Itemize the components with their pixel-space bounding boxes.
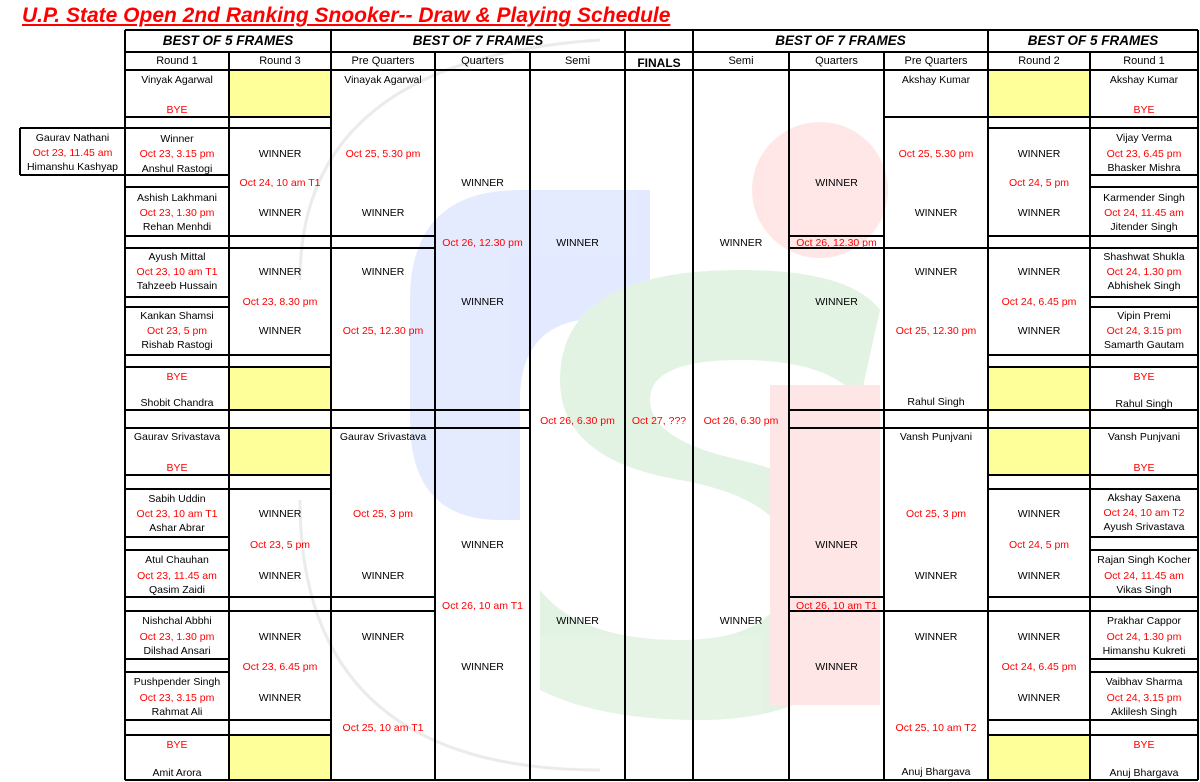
winner-label: Winner bbox=[160, 133, 194, 145]
winner-label: WINNER bbox=[556, 615, 599, 627]
header-best7-left: BEST OF 7 FRAMES bbox=[412, 33, 544, 48]
player-name: Kankan Shamsi bbox=[140, 310, 214, 322]
winner-label: WINNER bbox=[258, 508, 302, 520]
player-name: Vinayak Agarwal bbox=[344, 74, 422, 86]
winner-label: WINNER bbox=[258, 631, 302, 643]
player-name: Prakhar Cappor bbox=[1106, 615, 1182, 627]
match-time: Oct 25, 12.30 pm bbox=[342, 325, 424, 337]
player-name: Anuj Bhargava bbox=[901, 766, 971, 778]
player-name: Shobit Chandra bbox=[140, 397, 214, 409]
winner-label: WINNER bbox=[815, 661, 858, 673]
match-time: Oct 24, 6.45 pm bbox=[1001, 296, 1077, 308]
player-name: Samarth Gautam bbox=[1104, 339, 1184, 351]
player-name: Abhishek Singh bbox=[1107, 280, 1181, 292]
match-time: Oct 23, 5 pm bbox=[146, 325, 208, 337]
match-time: Oct 23, 10 am T1 bbox=[136, 266, 218, 278]
match-time: Oct 26, 10 am T1 bbox=[442, 600, 523, 612]
player-name: Karmender Singh bbox=[1103, 192, 1185, 204]
player-name: Rajan Singh Kocher bbox=[1097, 554, 1191, 566]
header-quarters-left: Quarters bbox=[461, 55, 504, 67]
winner-label: WINNER bbox=[461, 539, 504, 551]
winner-label: WINNER bbox=[719, 615, 763, 627]
match-time: Oct 25, 3 pm bbox=[352, 508, 414, 520]
winner-label: WINNER bbox=[361, 570, 405, 582]
match-time: Oct 23, 1.30 pm bbox=[139, 207, 215, 219]
match-time: Oct 23, 5 pm bbox=[249, 539, 311, 551]
match-time: Oct 23, 11.45 am bbox=[32, 147, 113, 159]
player-name: Ayush Srivastava bbox=[1103, 521, 1185, 533]
header-round2-right: Round 2 bbox=[1018, 55, 1060, 67]
player-name: Vaibhav Sharma bbox=[1105, 676, 1183, 688]
winner-label: WINNER bbox=[461, 661, 504, 673]
player-name: Vijay Verma bbox=[1116, 132, 1172, 144]
finals-time: Oct 27, ??? bbox=[631, 415, 687, 427]
winner-label: WINNER bbox=[461, 177, 504, 189]
winner-label: WINNER bbox=[258, 692, 302, 704]
match-time: Oct 24, 3.15 pm bbox=[1106, 692, 1182, 704]
winner-label: WINNER bbox=[361, 631, 405, 643]
match-time: Oct 23, 1.30 pm bbox=[139, 631, 215, 643]
player-name: Qasim Zaidi bbox=[148, 584, 205, 596]
bye-label: BYE bbox=[1133, 462, 1155, 474]
player-name: Dilshad Ansari bbox=[143, 645, 211, 657]
match-time: Oct 24, 6.45 pm bbox=[1001, 661, 1077, 673]
header-prequarters-right: Pre Quarters bbox=[904, 55, 968, 67]
match-time: Oct 26, 12.30 pm bbox=[796, 237, 877, 249]
match-time: Oct 24, 1.30 pm bbox=[1106, 631, 1182, 643]
winner-label: WINNER bbox=[1017, 631, 1061, 643]
header-semi-left: Semi bbox=[564, 55, 591, 67]
match-time: Oct 24, 10 am T2 bbox=[1103, 507, 1185, 519]
header-round3-left: Round 3 bbox=[259, 55, 301, 67]
player-name: Vikas Singh bbox=[1116, 584, 1172, 596]
match-time: Oct 24, 10 am T1 bbox=[239, 177, 321, 189]
match-time: Oct 26, 6.30 pm bbox=[540, 415, 615, 427]
player-name: Shashwat Shukla bbox=[1103, 251, 1185, 263]
player-name: Vansh Punjvani bbox=[899, 431, 973, 443]
winner-label: WINNER bbox=[1017, 207, 1061, 219]
match-time: Oct 23, 3.15 pm bbox=[139, 692, 215, 704]
header-round1-right: Round 1 bbox=[1123, 55, 1165, 67]
match-time: Oct 25, 10 am T1 bbox=[342, 722, 424, 734]
header-best7-right: BEST OF 7 FRAMES bbox=[775, 33, 906, 48]
winner-label: WINNER bbox=[1017, 570, 1061, 582]
player-name: Akshay Kumar bbox=[1109, 74, 1179, 86]
winner-label: WINNER bbox=[556, 237, 599, 249]
winner-label: WINNER bbox=[914, 207, 958, 219]
player-name: Gaurav Srivastava bbox=[133, 431, 221, 443]
player-name: Vansh Punjvani bbox=[1107, 431, 1181, 443]
header-semi-right: Semi bbox=[728, 55, 754, 67]
player-name: Rehan Menhdi bbox=[142, 221, 212, 233]
player-name: Himanshu Kashyap bbox=[26, 161, 119, 173]
winner-label: WINNER bbox=[1017, 266, 1061, 278]
player-name: Rahmat Ali bbox=[151, 706, 203, 718]
winner-label: WINNER bbox=[258, 325, 302, 337]
winner-label: WINNER bbox=[815, 539, 858, 551]
match-time: Oct 23, 6.45 pm bbox=[242, 661, 318, 673]
player-name: Gaurav Srivastava bbox=[339, 431, 427, 443]
match-time: Oct 24, 3.15 pm bbox=[1106, 325, 1182, 337]
match-time: Oct 24, 11.45 am bbox=[1104, 570, 1184, 582]
player-name: Amit Arora bbox=[152, 767, 202, 779]
match-time: Oct 23, 10 am T1 bbox=[136, 508, 218, 520]
winner-label: WINNER bbox=[258, 266, 302, 278]
bye-label: BYE bbox=[166, 371, 188, 383]
player-name: Rahul Singh bbox=[907, 396, 965, 408]
page-title: U.P. State Open 2nd Ranking Snooker-- Draw & Playing Schedule bbox=[22, 4, 671, 27]
bye-label: BYE bbox=[1133, 104, 1155, 116]
match-time: Oct 26, 6.30 pm bbox=[703, 415, 779, 427]
header-finals: FINALS bbox=[637, 56, 681, 70]
player-name: Anuj Bhargava bbox=[1109, 767, 1179, 779]
player-name: Pushpender Singh bbox=[133, 676, 221, 688]
bye-label: BYE bbox=[166, 462, 188, 474]
player-name: Anshul Rastogi bbox=[141, 163, 213, 175]
player-name: Rahul Singh bbox=[1115, 398, 1173, 410]
winner-label: WINNER bbox=[719, 237, 763, 249]
winner-label: WINNER bbox=[258, 207, 302, 219]
winner-label: WINNER bbox=[1017, 148, 1061, 160]
winner-label: WINNER bbox=[361, 266, 405, 278]
player-name: Himanshu Kukreti bbox=[1102, 645, 1186, 657]
winner-label: WINNER bbox=[1017, 325, 1061, 337]
match-time: Oct 24, 11.45 am bbox=[1104, 207, 1184, 219]
match-time: Oct 23, 8.30 pm bbox=[242, 296, 318, 308]
match-time: Oct 25, 12.30 pm bbox=[895, 325, 977, 337]
player-name: Tahzeeb Hussain bbox=[136, 280, 218, 292]
winner-label: WINNER bbox=[1017, 692, 1061, 704]
match-time: Oct 23, 11.45 am bbox=[137, 570, 217, 582]
player-name: Ayush Mittal bbox=[148, 251, 206, 263]
match-time: Oct 24, 5 pm bbox=[1008, 177, 1070, 189]
player-name: Vinyak Agarwal bbox=[141, 74, 213, 86]
player-name: Aklilesh Singh bbox=[1111, 706, 1177, 718]
match-time: Oct 25, 10 am T2 bbox=[895, 722, 977, 734]
match-time: Oct 25, 3 pm bbox=[905, 508, 967, 520]
bye-label: BYE bbox=[1133, 371, 1155, 383]
player-name: Sabih Uddin bbox=[148, 493, 206, 505]
winner-label: WINNER bbox=[461, 296, 504, 308]
match-time: Oct 26, 10 am T1 bbox=[796, 600, 877, 612]
winner-label: WINNER bbox=[914, 631, 958, 643]
winner-label: WINNER bbox=[914, 266, 958, 278]
player-name: Jitender Singh bbox=[1110, 221, 1178, 233]
bye-label: BYE bbox=[166, 104, 188, 116]
header-best5-left: BEST OF 5 FRAMES bbox=[162, 33, 294, 48]
match-time: Oct 24, 5 pm bbox=[1008, 539, 1070, 551]
player-name: Ashar Abrar bbox=[149, 522, 205, 534]
winner-label: WINNER bbox=[258, 148, 302, 160]
player-name: Nishchal Abbhi bbox=[142, 615, 212, 627]
header-prequarters-left: Pre Quarters bbox=[351, 55, 415, 67]
match-time: Oct 23, 3.15 pm bbox=[139, 148, 215, 160]
player-name: Akshay Saxena bbox=[1107, 492, 1181, 504]
winner-label: WINNER bbox=[914, 570, 958, 582]
player-name: Ashish Lakhmani bbox=[137, 192, 217, 204]
winner-label: WINNER bbox=[258, 570, 302, 582]
player-name: Rishab Rastogi bbox=[141, 339, 213, 351]
bye-label: BYE bbox=[1133, 739, 1155, 751]
match-time: Oct 25, 5.30 pm bbox=[898, 148, 974, 160]
winner-label: WINNER bbox=[815, 177, 858, 189]
match-time: Oct 23, 6.45 pm bbox=[1106, 148, 1182, 160]
player-name: Vipin Premi bbox=[1117, 310, 1171, 322]
player-name: Akshay Kumar bbox=[901, 74, 971, 86]
winner-label: WINNER bbox=[361, 207, 405, 219]
bye-label: BYE bbox=[166, 739, 188, 751]
player-name: Bhasker Mishra bbox=[1107, 162, 1181, 174]
winner-label: WINNER bbox=[1017, 508, 1061, 520]
match-time: Oct 26, 12.30 pm bbox=[442, 237, 523, 249]
header-best5-right: BEST OF 5 FRAMES bbox=[1027, 33, 1159, 48]
winner-label: WINNER bbox=[815, 296, 858, 308]
header-quarters-right: Quarters bbox=[815, 55, 858, 67]
header-round1-left: Round 1 bbox=[156, 55, 198, 67]
match-time: Oct 25, 5.30 pm bbox=[345, 148, 421, 160]
match-time: Oct 24, 1.30 pm bbox=[1106, 266, 1182, 278]
player-name: Atul Chauhan bbox=[145, 554, 209, 566]
player-name: Gaurav Nathani bbox=[35, 132, 110, 144]
